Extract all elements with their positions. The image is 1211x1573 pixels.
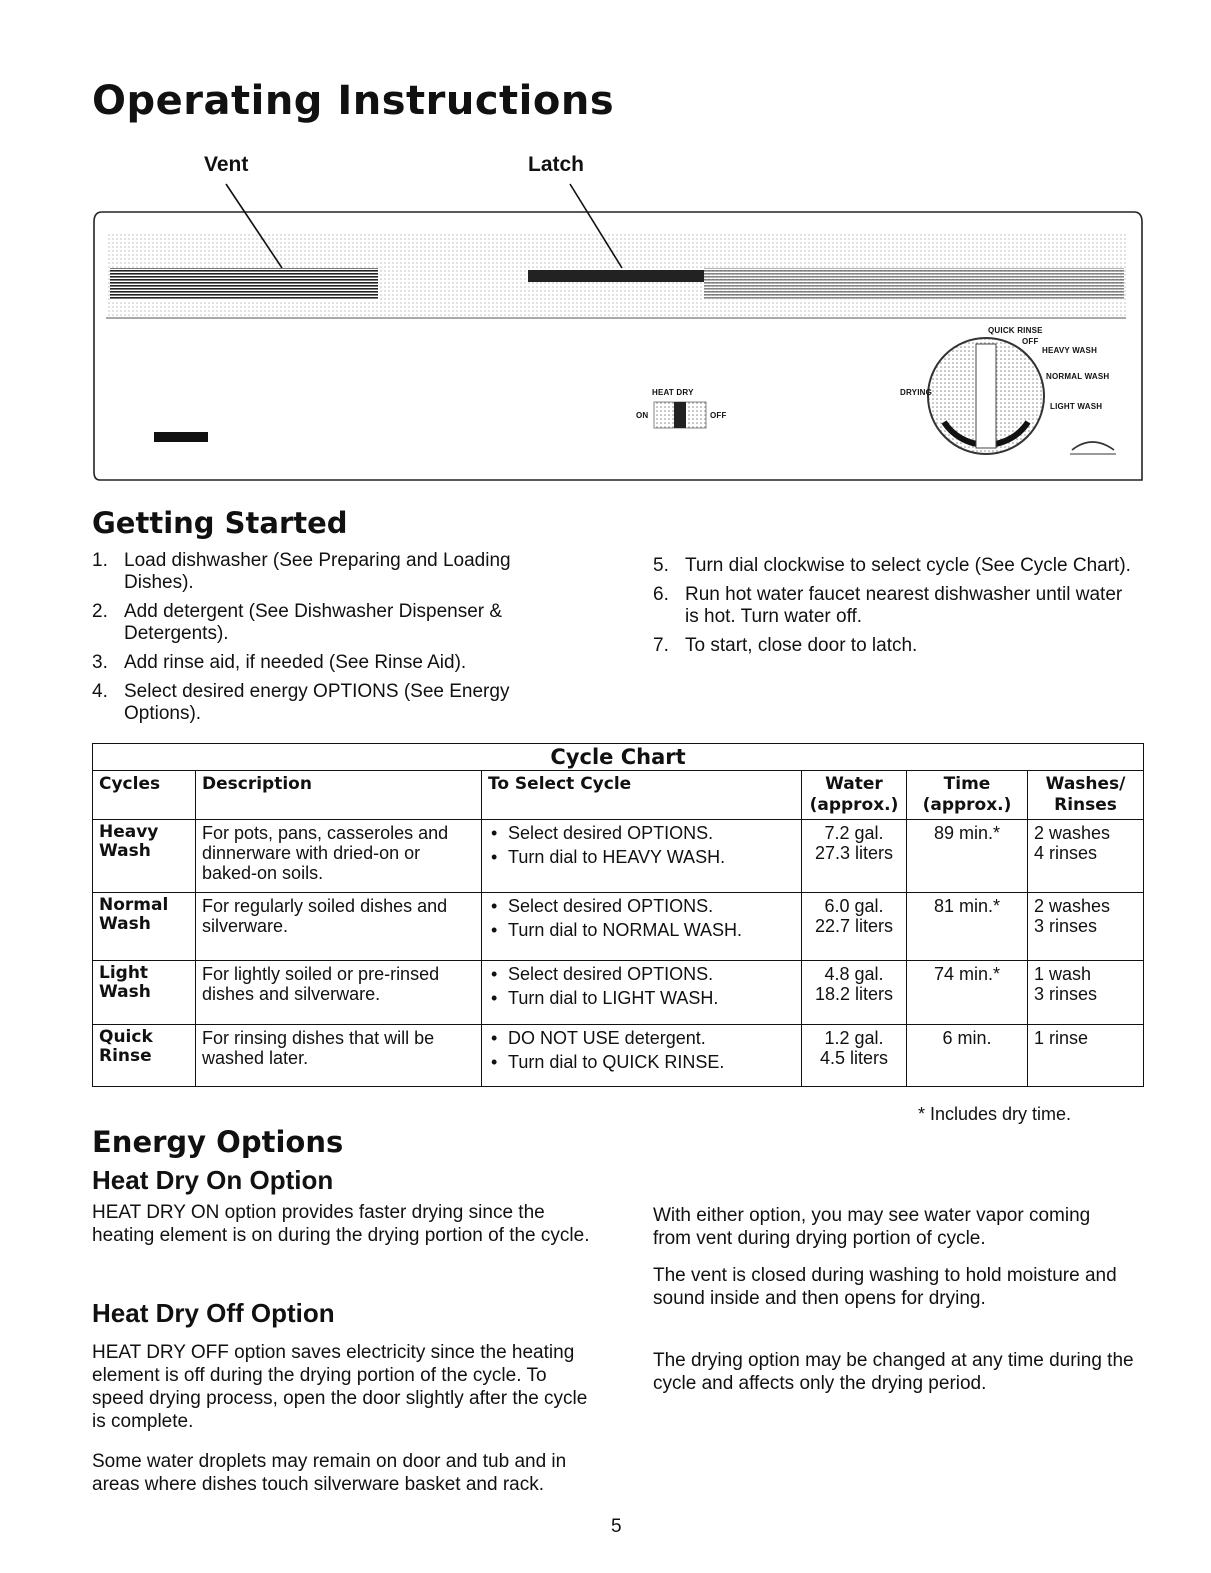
header-washes-rinses: Washes/ Rinses [1028,771,1144,820]
table-row [93,820,1144,893]
header-time: Time (approx.) [907,771,1028,820]
heat-dry-off-label: OFF [710,411,727,420]
energy-note-1: With either option, you may see water vapor coming from vent during drying portion of cycle. [653,1205,1091,1249]
dial-quick-rinse-label: QUICK RINSE [988,326,1043,335]
list-item: 2. Add detergent (See Dishwasher Dispenser & Detergents). [92,601,503,644]
cycle-washes: 2 washes 4 rinses [1028,820,1144,893]
cycle-washes: 1 wash 3 rinses [1028,961,1144,1025]
heat-dry-off-note: Some water droplets may remain on door and tub and in areas where dishes touch silverware basket and rack. [92,1451,567,1495]
dial-off-label: OFF [1022,337,1039,346]
table-row [93,961,1144,1025]
cycle-water: 4.8 gal. 18.2 liters [802,961,907,1025]
cycle-chart-table [92,743,1144,1087]
table-header-row [93,771,1144,820]
list-item: 7. To start, close door to latch. [653,635,918,656]
cycle-description: For lightly soiled or pre-rinsed dishes and silverware. [196,961,482,1025]
getting-started-steps-left [92,550,582,732]
cycle-description: For regularly soiled dishes and silverware. [196,893,482,961]
getting-started-heading: Getting Started [92,506,348,540]
page-number: 5 [611,1516,622,1537]
cycle-description: For pots, pans, casseroles and dinnerware with dried-on or baked-on soils. [196,820,482,893]
energy-note-2: The vent is closed during washing to hold moisture and sound inside and then opens for drying. [653,1265,1117,1309]
cycle-select: • Select desired OPTIONS. • Turn dial to HEAVY WASH. [482,820,802,893]
control-panel-illustration [92,150,1144,482]
heat-dry-on-text: HEAT DRY ON option provides faster drying since the heating element is on during the drying portion of the cycle. [92,1202,590,1246]
cycle-name: Normal Wash [93,893,196,961]
cycle-select: • DO NOT USE detergent. • Turn dial to QUICK RINSE. [482,1025,802,1087]
dial-normal-wash-label: NORMAL WASH [1046,372,1110,381]
dial-drying-label: DRYING [900,388,933,397]
latch-callout: Latch [528,153,585,176]
list-item: 4. Select desired energy OPTIONS (See Energy Options). [92,681,510,724]
list-item: 3. Add rinse aid, if needed (See Rinse Aid). [92,652,467,673]
cycle-water: 6.0 gal. 22.7 liters [802,893,907,961]
header-cycles: Cycles [93,771,196,820]
header-water: Water (approx.) [802,771,907,820]
heat-dry-switch-label: HEAT DRY [652,388,694,397]
header-description: Description [196,771,482,820]
cycle-select: • Select desired OPTIONS. • Turn dial to NORMAL WASH. [482,893,802,961]
cycle-time: 6 min. [907,1025,1028,1087]
getting-started-steps-right [653,555,1133,664]
list-item: 6. Run hot water faucet nearest dishwasher until water is hot. Turn water off. [653,584,1123,627]
cycle-name: Heavy Wash [93,820,196,893]
cycle-chart-footnote: * Includes dry time. [918,1104,1072,1124]
list-item: 5. Turn dial clockwise to select cycle (See Cycle Chart). [653,555,1131,576]
cycle-time: 89 min.* [907,820,1028,893]
energy-options-heading: Energy Options [92,1125,344,1159]
heat-dry-on-label: ON [636,411,649,420]
list-item: 1. Load dishwasher (See Preparing and Loading Dishes). [92,550,511,593]
cycle-description: For rinsing dishes that will be washed later. [196,1025,482,1087]
cycle-water: 7.2 gal. 27.3 liters [802,820,907,893]
heat-dry-off-heading: Heat Dry Off Option [92,1298,335,1328]
heat-dry-on-heading: Heat Dry On Option [92,1165,334,1195]
page-title: Operating Instructions [92,78,615,124]
table-row [93,893,1144,961]
dial-light-wash-label: LIGHT WASH [1050,402,1103,411]
dial-heavy-wash-label: HEAVY WASH [1042,346,1098,355]
energy-note-3: The drying option may be changed at any time during the cycle and affects only the drying period. [653,1350,1134,1394]
cycle-name: Light Wash [93,961,196,1025]
cycle-washes: 1 rinse [1028,1025,1144,1087]
table-row [93,1025,1144,1087]
vent-callout: Vent [204,153,249,176]
cycle-select: • Select desired OPTIONS. • Turn dial to LIGHT WASH. [482,961,802,1025]
cycle-name: Quick Rinse [93,1025,196,1087]
heat-dry-off-text: HEAT DRY OFF option saves electricity since the heating element is off during the drying portion of the cycle. To speed drying process, open the door slightly after the cycle is complete. [92,1342,588,1432]
panel-drawing [92,150,1144,482]
cycle-chart-title: Cycle Chart [93,744,1144,771]
cycle-water: 1.2 gal. 4.5 liters [802,1025,907,1087]
header-to-select: To Select Cycle [482,771,802,820]
cycle-time: 74 min.* [907,961,1028,1025]
cycle-washes: 2 washes 3 rinses [1028,893,1144,961]
cycle-time: 81 min.* [907,893,1028,961]
